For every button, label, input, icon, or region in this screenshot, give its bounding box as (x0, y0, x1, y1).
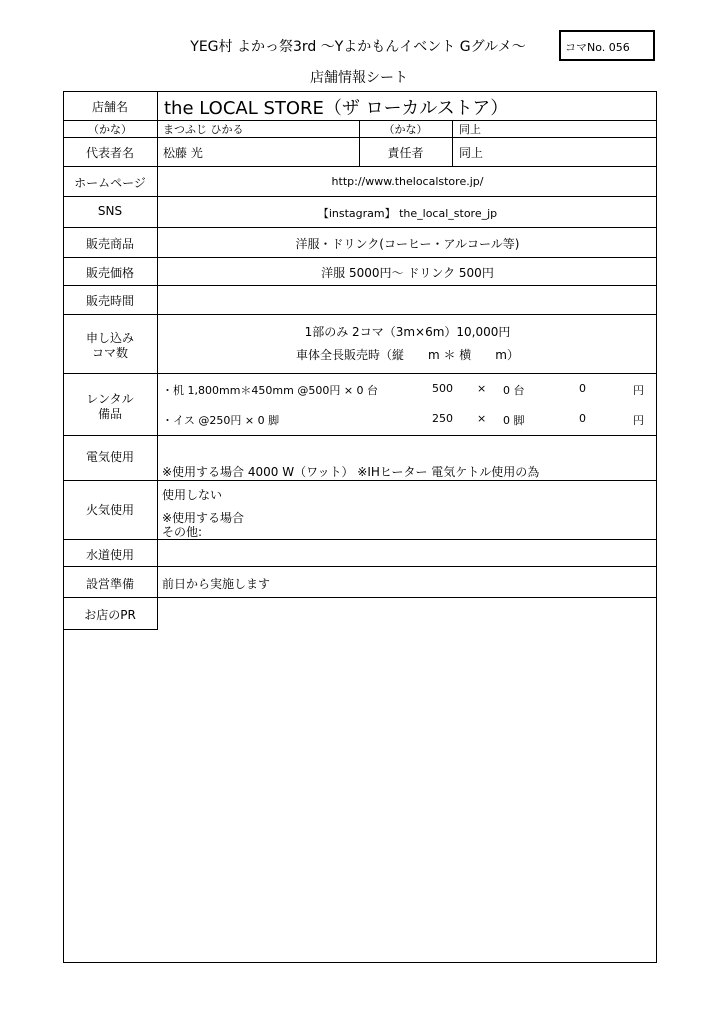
application-label-2: コマ数 (91, 346, 128, 360)
rental-chair-times: × (477, 412, 487, 425)
electric-value: ※使用する場合 4000 W（ワット） ※IHヒーター 電気ケトル使用の為 (162, 465, 540, 479)
products-label: 販売商品 (85, 237, 134, 251)
application-line-2: 車体全長販売時（縦 m ＊ 横 m） (295, 348, 519, 362)
rental-desk-unit: 500 (432, 382, 453, 395)
kana-label-2: （かな） (383, 123, 428, 136)
homepage-value: http://www.thelocalstore.jp/ (331, 175, 484, 188)
rental-chair-unit: 250 (432, 412, 453, 425)
rental-chair-total: 0 (579, 412, 586, 425)
rental-chair-qty: 0 脚 (503, 414, 525, 427)
responsible-label: 責任者 (387, 146, 424, 160)
fire-line-2: ※使用する場合 (162, 511, 245, 525)
fire-label: 火気使用 (85, 503, 134, 517)
water-label: 水道使用 (85, 548, 134, 562)
rental-label-2: 備品 (97, 407, 122, 421)
homepage-label: ホームページ (74, 176, 146, 190)
form-title: YEG村 よかっ祭3rd ～Yよかもんイベント Gグルメ～ (190, 39, 526, 55)
representative-label: 代表者名 (85, 146, 134, 160)
prices-value: 洋服 5000円～ ドリンク 500円 (321, 266, 494, 280)
application-line-1: 1部のみ 2コマ（3m×6m）10,000円 (304, 325, 511, 339)
sns-label: SNS (97, 204, 123, 218)
fire-line-1: 使用しない (162, 488, 223, 502)
prices-label: 販売価格 (85, 266, 134, 280)
rental-desk-qty: 0 台 (503, 384, 525, 397)
koma-number-box: コマNo. 056 (559, 30, 655, 61)
rental-desk-yen: 円 (633, 384, 644, 397)
rental-chair-yen: 円 (633, 414, 644, 427)
products-value: 洋服・ドリンク(コーヒー・アルコール等) (295, 237, 520, 251)
setup-value: 前日から実施します (162, 577, 271, 591)
rental-label-1: レンタル (86, 392, 134, 406)
fire-line-3: その他: (162, 525, 203, 539)
hours-label: 販売時間 (85, 294, 134, 308)
representative-value: 松藤 光 (163, 146, 203, 160)
sns-value: 【instagram】 the_local_store_jp (317, 207, 498, 220)
kana-label: （かな） (88, 123, 132, 136)
rental-desk-item: ・机 1,800mm＊450mm @500円 × 0 台 (162, 384, 379, 397)
rental-chair-item: ・イス @250円 × 0 脚 (162, 414, 280, 427)
table-border (63, 91, 657, 963)
rental-desk-total: 0 (579, 382, 586, 395)
kana-value-2: 同上 (459, 123, 481, 136)
pr-label: お店のPR (84, 608, 136, 622)
shop-name-label: 店舗名 (91, 100, 128, 114)
responsible-value: 同上 (459, 146, 484, 160)
rental-desk-times: × (477, 382, 487, 395)
electric-label: 電気使用 (85, 450, 134, 464)
form-subtitle: 店舗情報シート (310, 70, 408, 86)
kana-value: まつふじ ひかる (163, 123, 244, 136)
shop-name-value: the LOCAL STORE（ザ ローカルストア） (164, 98, 509, 119)
application-label-1: 申し込み (85, 331, 134, 345)
setup-label: 設営準備 (85, 577, 134, 591)
